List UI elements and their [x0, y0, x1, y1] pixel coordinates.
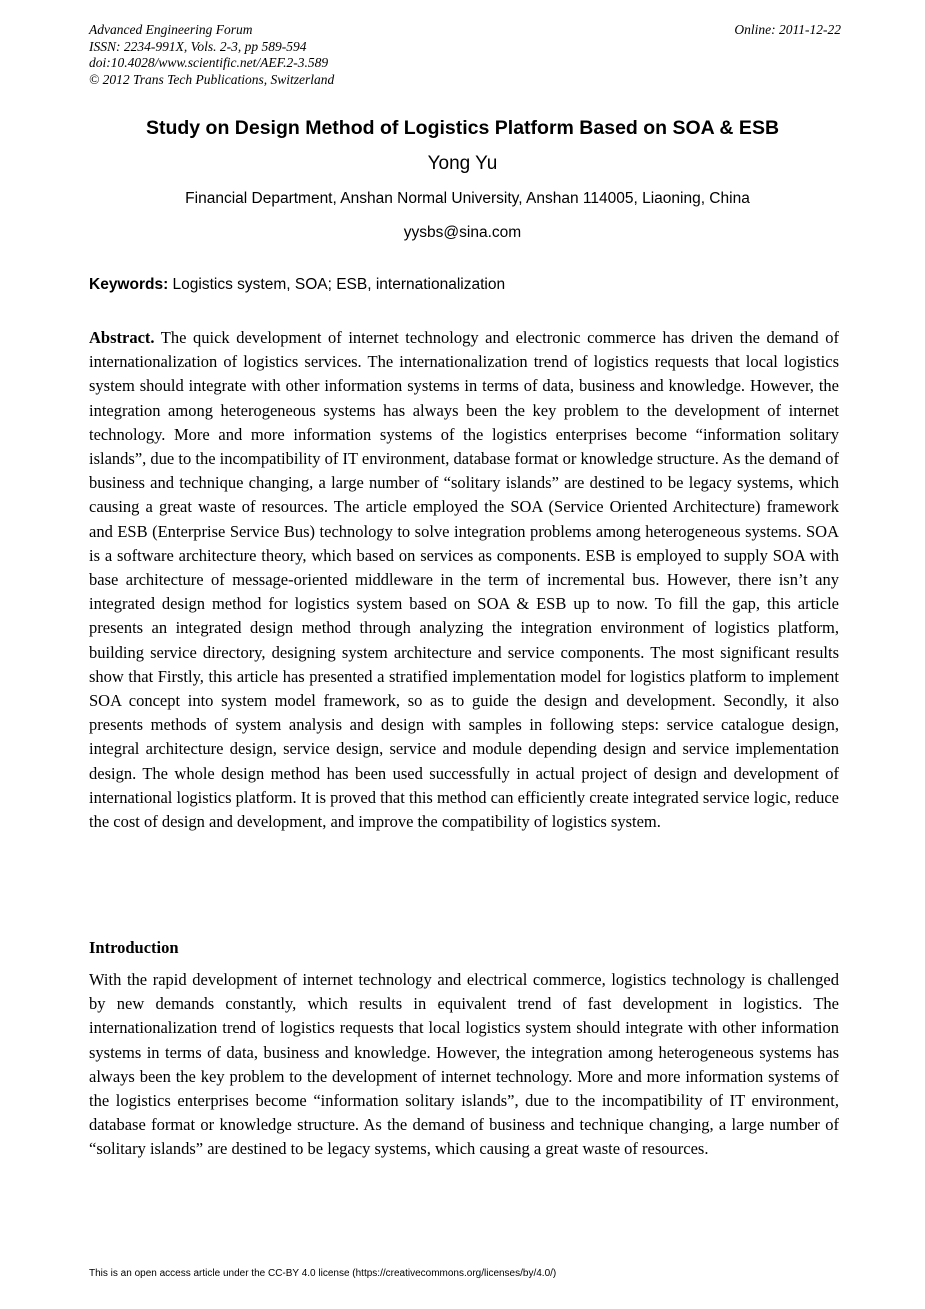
introduction-heading: Introduction	[89, 938, 179, 957]
abstract-text: The quick development of internet technology and electronic commerce has driven the demand of internationalization of logistics services. The internationalization trend of logistics requests that local logistics system should integrate with other information systems in terms of data, business and knowledge. However, the integration among heterogeneous systems has always been the key problem to the development of internet technology. More and more information systems of the logistics enterprises become “information solitary islands”, due to the incompatibility of IT environment, database format or knowledge structure. As the demand of business and technique changing, a large number of “solitary islands” are destined to be legacy systems, which causing a great waste of resources. The article employed the SOA (Service Oriented Architecture) framework and ESB (Enterprise Service Bus) technology to solve integration problems among heterogeneous systems. SOA is a software architecture theory, which based on services as components. ESB is employed to supply SOA with base architecture of message-oriented middleware in the term of incremental bus. However, there isn’t any integrated design method for logistics system based on SOA & ESB up to now. To fill the gap, this article presents an integrated design method through analyzing the integration environment of logistics platform, building service directory, designing system architecture and service components. The most significant results show that Firstly, this article has presented a stratified implementation model for logistics platform to implement SOA concept into system model framework, so as to guide the design and development. Secondly, it also presents methods of system analysis and design with samples in following steps: service catalogue design, integral architecture design, service design, service and module depending design and service implementation design. The whole design method has been used successfully in actual project of design and development of international logistics platform. It is proved that this method can efficiently create integrated service logic, reduce the cost of design and development, and improve the compatibility of logistics system.	[89, 328, 839, 832]
online-date: Online: 2011-12-22	[734, 22, 841, 37]
copyright-line: © 2012 Trans Tech Publications, Switzerland	[89, 71, 335, 87]
abstract-paragraph	[89, 326, 839, 834]
author-affiliation: Financial Department, Anshan Normal University, Anshan 114005, Liaoning, China	[185, 190, 750, 207]
abstract-label: Abstract.	[89, 328, 155, 347]
keywords-label: Keywords:	[89, 276, 169, 293]
author-name: Yong Yu	[427, 153, 498, 174]
journal-header	[89, 22, 841, 88]
doi-line[interactable]: doi:10.4028/www.scientific.net/AEF.2-3.589	[89, 55, 329, 70]
keywords-text: Logistics system, SOA; ESB, internationalization	[168, 276, 506, 293]
keywords	[89, 275, 841, 295]
issn-line: ISSN: 2234-991X, Vols. 2-3, pp 589-594	[89, 38, 307, 54]
license-footer[interactable]: This is an open access article under the CC-BY 4.0 license (https://creativecommons.org/licenses/by/4.0/)	[89, 1268, 557, 1279]
journal-name: Advanced Engineering Forum	[89, 22, 253, 37]
author-email[interactable]: yysbs@sina.com	[403, 224, 522, 241]
paper-title: Study on Design Method of Logistics Platform Based on SOA & ESB	[145, 117, 780, 139]
introduction-paragraph: With the rapid development of internet technology and electrical commerce, logistics technology is challenged by new demands constantly, which results in equivalent trend of fast development in logistics. The internationalization trend of logistics requests that local logistics system should integrate with other information systems in terms of data, business and knowledge. However, the integration among heterogeneous systems has always been the key problem to the development of internet technology. More and more information systems of the logistics enterprises become “information solitary islands”, due to the incompatibility of IT environment, database format or knowledge structure. As the demand of business and technique changing, a large number of “solitary islands” are destined to be legacy systems, which causing a great waste of resources.	[89, 970, 839, 1159]
